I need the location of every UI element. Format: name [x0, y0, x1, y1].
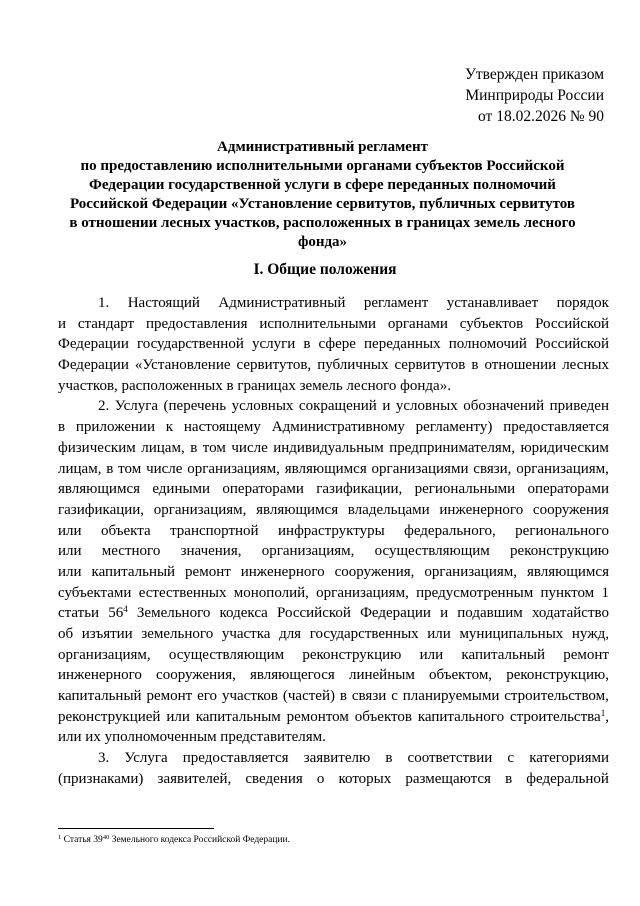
paragraph-line	[58, 396, 609, 417]
word: являющимся	[58, 481, 141, 498]
word: регионального	[515, 522, 609, 539]
word: связи	[351, 688, 387, 705]
word: объектом,	[428, 667, 493, 684]
paragraph-line	[58, 624, 609, 645]
word: том	[118, 460, 142, 477]
paragraph-line	[58, 334, 609, 355]
word: к	[165, 419, 174, 436]
word: ремонт	[563, 646, 609, 663]
word: Российской	[535, 336, 609, 353]
word: Административному	[271, 419, 405, 436]
approval-stamp	[465, 64, 604, 127]
paragraph-line	[58, 479, 609, 500]
word: соответствии	[407, 750, 493, 767]
word: муниципальных	[459, 626, 564, 642]
word: организациям,	[153, 501, 247, 518]
word: государственной	[136, 336, 244, 353]
approval-line: от 18.02.2026 № 90	[478, 108, 604, 125]
paragraph-line: участков, расположенных в границах земель лесного фонда».	[58, 377, 451, 394]
footnote-divider	[58, 828, 214, 829]
paragraph-line	[58, 459, 609, 480]
paragraph-line	[58, 562, 609, 583]
title-line: по предоставлению исполнительными органами субъектов Российской	[80, 158, 565, 174]
word: статьи	[58, 605, 100, 622]
word: отношении	[484, 357, 557, 374]
word: или	[58, 563, 82, 580]
word: приложении	[75, 419, 155, 436]
word: Административный	[218, 295, 346, 311]
word: и	[58, 315, 67, 332]
word: предоставления	[145, 315, 248, 332]
paragraph-line	[58, 521, 609, 542]
word: о	[316, 770, 325, 787]
word: сведения	[245, 770, 303, 787]
word: публичных	[317, 357, 389, 374]
title-line: фонда»	[297, 234, 348, 250]
word: числе	[231, 439, 268, 456]
word: 1	[601, 584, 609, 601]
paragraph-line	[58, 417, 609, 438]
word: условных	[395, 398, 458, 415]
word: сфере	[318, 336, 356, 353]
word: естественных	[138, 584, 227, 601]
word: строительством,	[504, 688, 609, 705]
word: его	[197, 688, 218, 705]
word: транспортной	[170, 522, 259, 539]
word: в	[471, 357, 479, 374]
word: услуги	[251, 336, 296, 353]
word: организациям,	[516, 460, 609, 477]
word: ремонт	[146, 688, 193, 705]
word: том	[202, 439, 226, 456]
word: владельцами	[347, 501, 430, 518]
word: сооружения,	[334, 563, 415, 580]
paragraph-line	[58, 645, 609, 666]
word: лесных	[562, 357, 609, 374]
word: капитальным	[195, 708, 281, 725]
footnote-reference: 4	[123, 604, 128, 615]
paragraph-line	[58, 686, 609, 707]
title-line: Федерации государственной услуги в сфере переданных полномочий	[89, 177, 556, 193]
word: реконструкцию	[302, 646, 402, 663]
word: Настоящий	[127, 295, 200, 311]
word: 1.	[98, 295, 110, 311]
word: в	[339, 688, 347, 705]
word: и	[382, 398, 391, 415]
footnote	[58, 834, 290, 846]
word: планируемыми	[402, 688, 500, 705]
word: переданных	[364, 336, 441, 353]
word: регламент	[363, 295, 429, 311]
word: 2.	[98, 398, 110, 415]
word: являющегося	[250, 667, 335, 684]
word: или	[58, 543, 82, 560]
title-line: Административный регламент	[217, 139, 428, 155]
word: в	[106, 460, 114, 477]
word: юридическим	[520, 439, 609, 456]
word: сервитутов	[394, 357, 466, 374]
word: организациям,	[424, 563, 518, 580]
title-line: в отношении лесных участков, расположенных в границах земель лесного	[69, 215, 576, 231]
word: государственных	[309, 626, 419, 642]
word: объекта	[100, 522, 151, 539]
word: являющимся	[256, 501, 339, 518]
word: связи,	[473, 460, 512, 477]
word: инфраструктуры	[278, 522, 385, 539]
word: в	[58, 419, 66, 436]
word: настоящему	[183, 419, 261, 436]
paragraph-line	[58, 583, 609, 604]
word: условных	[231, 398, 294, 415]
paragraph-line	[58, 769, 609, 790]
word: Федерации	[360, 605, 431, 622]
word: капитальный	[461, 646, 545, 663]
document-title	[40, 138, 605, 252]
word: организациям,	[187, 460, 280, 477]
word: Услуга	[124, 750, 168, 767]
word: предоставляется	[503, 419, 609, 436]
word: операторами	[222, 481, 304, 498]
paragraph-line	[58, 314, 609, 335]
word: Федерации	[58, 336, 129, 353]
word: сервитутов,	[236, 357, 312, 374]
footnote-superscript: 40	[102, 834, 110, 841]
word: инженерного	[240, 563, 325, 580]
paragraph-line	[58, 293, 609, 314]
word: сокращений	[298, 398, 377, 415]
word: полномочий	[448, 336, 527, 353]
paragraph-line	[58, 665, 609, 686]
word: лицам,	[58, 460, 102, 477]
word: физическим	[58, 439, 136, 456]
word: капитальный	[58, 688, 142, 705]
paragraph	[58, 293, 609, 396]
word: Земельного	[136, 605, 211, 622]
word: об	[58, 626, 74, 642]
word: монополий,	[233, 584, 309, 601]
approval-line: Утвержден приказом	[464, 66, 604, 83]
word: для	[279, 626, 302, 642]
footnote-reference: 1	[600, 707, 606, 718]
word: являющимся	[284, 460, 367, 477]
word: индивидуальным	[273, 439, 384, 456]
word: организациями	[371, 460, 469, 477]
word: органами	[387, 315, 448, 332]
word: федеральной	[526, 770, 609, 787]
word: реконструкцией	[58, 708, 161, 725]
word: Российской	[535, 315, 609, 332]
word: операторами	[527, 481, 609, 498]
word: предоставляется	[182, 750, 289, 767]
word: $56^4$	[108, 604, 128, 622]
word: реконструкцию	[510, 543, 609, 560]
word: с	[391, 688, 398, 705]
word: являющимся	[526, 563, 609, 580]
word: участков	[221, 688, 278, 705]
word: региональными	[414, 481, 516, 498]
word: приведен	[549, 398, 609, 415]
word: с	[507, 750, 515, 767]
word: исполнительными	[259, 315, 377, 332]
word: порядок	[556, 295, 609, 311]
word: ремонт	[185, 563, 231, 580]
paragraph-line	[58, 707, 609, 728]
word: 3.	[98, 750, 110, 767]
word: обозначений	[463, 398, 545, 415]
word: осуществляющим	[374, 543, 490, 560]
word: организациям,	[261, 543, 355, 560]
word: пунктом	[540, 584, 595, 601]
paragraph	[58, 748, 609, 789]
word: ремонтом	[286, 708, 349, 725]
word: «Установление	[134, 357, 231, 374]
word: в	[190, 439, 198, 456]
footnote-text-end: Земельного кодекса Российской Федерации.	[109, 835, 290, 845]
word: газификации,	[316, 481, 403, 498]
word: предусмотренным	[416, 584, 534, 601]
title-line: Российской Федерации «Установление сервитутов, публичных сервитутов	[69, 196, 576, 212]
word: в	[385, 750, 393, 767]
document-body	[58, 293, 609, 790]
word: или	[427, 626, 451, 642]
word: сооружения	[532, 501, 609, 518]
paragraph-line	[58, 748, 609, 769]
word: предпринимателям,	[389, 439, 515, 456]
word: стандарт	[77, 315, 135, 332]
word: или	[166, 708, 190, 725]
paragraph-line: или их уполномоченным представителям.	[58, 729, 326, 746]
word: местного	[101, 543, 161, 560]
paragraph-line	[58, 541, 609, 562]
word: федерального,	[404, 522, 496, 539]
word: значения,	[180, 543, 242, 560]
word: (частей)	[282, 688, 335, 705]
word: или	[58, 522, 82, 539]
word: категориями	[529, 750, 609, 767]
word: организациям,	[316, 584, 409, 601]
word: реконструкцию,	[506, 667, 609, 684]
word: земельного	[141, 626, 214, 642]
word: субъектов	[459, 315, 524, 332]
word: подавшим	[457, 605, 523, 622]
word: в	[303, 336, 311, 353]
word: устанавливает	[446, 295, 539, 311]
word: объектов	[354, 708, 412, 725]
word: капитального	[417, 708, 505, 725]
word: кодекса	[219, 605, 268, 622]
word: заявителей,	[157, 770, 232, 787]
word: заявителю	[303, 750, 371, 767]
word: Услуга	[114, 398, 159, 415]
word: едиными	[152, 481, 211, 498]
word: размещаются	[405, 770, 491, 787]
footnote-text: Статья 39	[61, 835, 103, 845]
word: сооружения,	[156, 667, 236, 684]
paragraph-line	[58, 355, 609, 376]
paragraph	[58, 396, 609, 748]
word: изъятии	[81, 626, 133, 642]
section-heading: I. Общие положения	[253, 261, 397, 278]
word: Российской	[276, 605, 351, 622]
word: осуществляющим	[168, 646, 285, 663]
word: или	[419, 646, 444, 663]
word: инженерного	[439, 501, 524, 518]
word: (признаками)	[58, 770, 144, 787]
word: лицам,	[141, 439, 185, 456]
word: (перечень	[163, 398, 227, 415]
word: и	[440, 605, 449, 622]
word: субъектами	[58, 584, 132, 601]
word: организациям,	[58, 646, 151, 663]
word: ходатайство	[531, 605, 609, 622]
word: строительства$^1$,	[509, 707, 609, 725]
word: регламенту)	[415, 419, 493, 436]
word: в	[505, 770, 513, 787]
footnote-mark: 1	[58, 834, 62, 841]
word: линейным	[348, 667, 415, 684]
word: инженерного	[58, 667, 142, 684]
paragraph-line	[58, 438, 609, 459]
word: числе	[146, 460, 183, 477]
paragraph-line	[58, 603, 609, 624]
word: нужд,	[571, 626, 609, 642]
approval-line: Минприроды России	[465, 87, 604, 104]
word: участка	[221, 626, 271, 642]
word: газификации,	[58, 501, 145, 518]
word: которых	[338, 770, 392, 787]
word: капитальный	[91, 563, 176, 580]
word: Федерации	[58, 357, 129, 374]
paragraph-line	[58, 500, 609, 521]
